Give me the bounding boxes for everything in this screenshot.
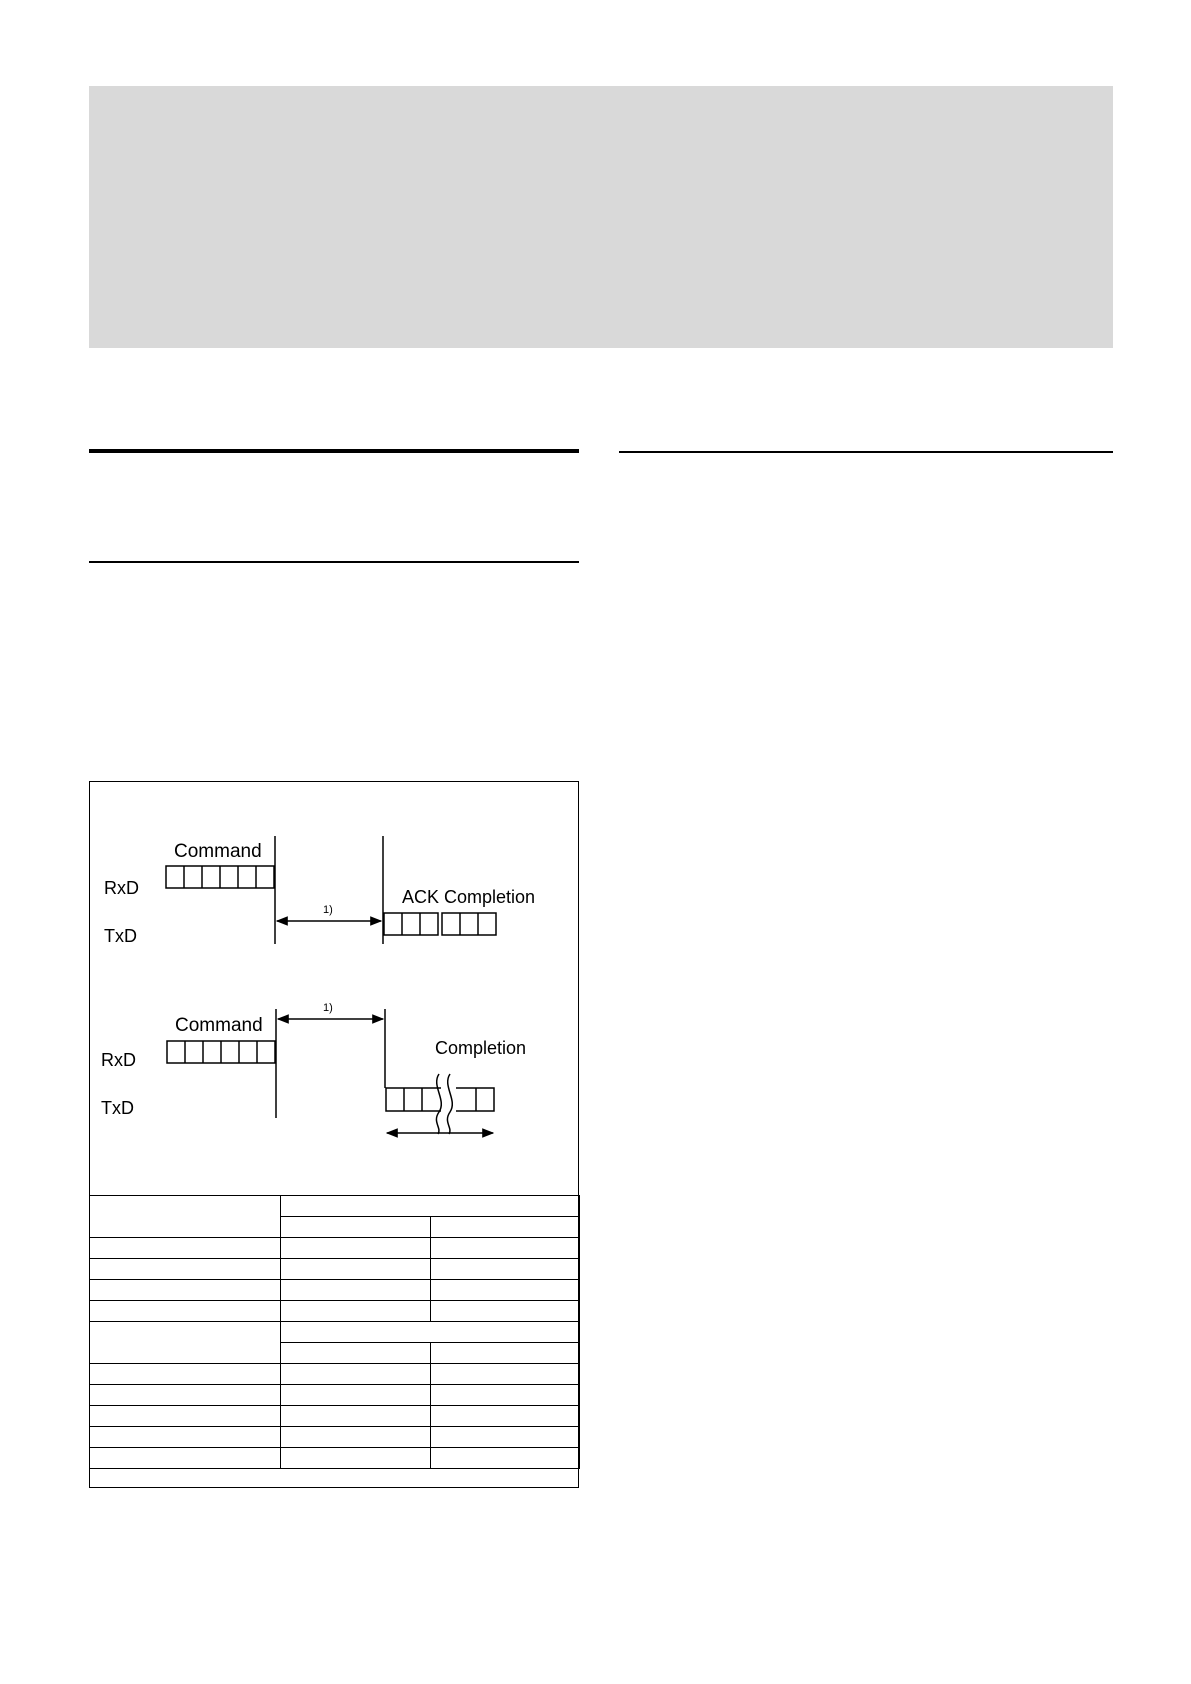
table-header-cell — [90, 1322, 281, 1364]
bottom-rxd-label: RxD — [101, 1050, 136, 1070]
top-interval-note: 1) — [323, 904, 333, 916]
table-row — [90, 1406, 580, 1427]
top-command-label: Command — [174, 841, 262, 862]
table-row — [90, 1448, 580, 1469]
left-column-heading-rule — [89, 449, 579, 453]
top-ack-completion-label: ACK Completion — [402, 887, 536, 907]
left-column-subheading-rule — [89, 561, 579, 563]
bottom-completion-label: Completion — [435, 1038, 527, 1058]
top-ack-bytes — [384, 913, 438, 935]
bottom-interval-note: 1) — [323, 1002, 333, 1014]
table-row — [90, 1238, 580, 1259]
top-command-bytes — [166, 866, 274, 888]
table-row — [90, 1301, 580, 1322]
right-column-heading-rule — [619, 451, 1113, 453]
table-row — [90, 1385, 580, 1406]
header-band — [89, 86, 1113, 348]
top-txd-label: TxD — [104, 926, 137, 946]
break-mark-icon — [436, 1074, 452, 1134]
table-row — [90, 1364, 580, 1385]
table-row — [90, 1427, 580, 1448]
timing-diagram — [90, 782, 580, 1195]
timing-figure — [89, 781, 579, 1488]
table-header-cell — [90, 1196, 281, 1238]
table-row — [90, 1259, 580, 1280]
table-header-cell — [431, 1217, 580, 1238]
bottom-command-label: Command — [175, 1015, 263, 1036]
timing-spec-table — [89, 1195, 580, 1469]
top-completion-bytes — [442, 913, 496, 935]
bottom-txd-label: TxD — [101, 1098, 134, 1118]
top-rxd-label: RxD — [104, 878, 139, 898]
table-header-cell — [431, 1343, 580, 1364]
table-row — [90, 1280, 580, 1301]
table-header-cell — [281, 1217, 431, 1238]
table-header-cell — [281, 1343, 431, 1364]
table-header-cell — [281, 1322, 580, 1343]
table-header-row — [90, 1322, 580, 1343]
table-header-cell — [281, 1196, 580, 1217]
table-header-row — [90, 1196, 580, 1217]
bottom-command-bytes — [167, 1041, 275, 1063]
